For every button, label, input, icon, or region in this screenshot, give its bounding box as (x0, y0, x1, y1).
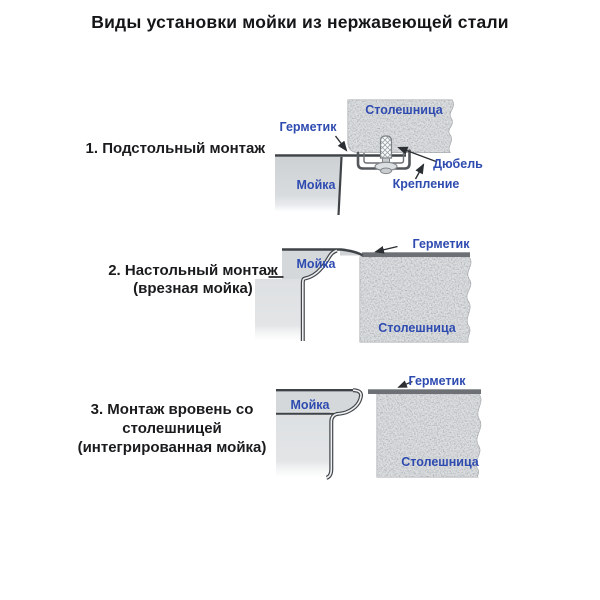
sealant-arrow-2 (376, 247, 398, 252)
label-dowel: Дюбель (433, 157, 483, 171)
page-title: Виды установки мойки из нержавеющей стали (91, 12, 509, 32)
sealant-strip-2 (362, 252, 470, 257)
label-countertop-1: Столешница (365, 103, 443, 117)
diagram1-undermount (275, 100, 453, 215)
label-sealant-2: Герметик (412, 237, 470, 251)
label-sink-3: Мойка (290, 398, 330, 412)
caption-topmount-line1: 2. Настольный монтаж (108, 262, 278, 279)
label-sink-2: Мойка (296, 257, 336, 271)
caption-topmount (95, 262, 291, 297)
caption-topmount-line2: (врезная мойка) (133, 279, 253, 297)
label-countertop-3: Столешница (401, 455, 479, 469)
label-sink-1: Мойка (296, 178, 336, 192)
sealant-arrow-1 (336, 136, 347, 151)
label-fastener: Крепление (392, 177, 460, 191)
label-sealant-3: Герметик (408, 374, 466, 388)
caption-flushmount-line1: 3. Монтаж вровень со (90, 401, 254, 418)
caption-undermount: 1. Подстольный монтаж (85, 140, 265, 157)
sealant-strip-3 (368, 389, 481, 394)
caption-flushmount (60, 400, 284, 457)
label-sealant-1: Герметик (279, 120, 337, 134)
label-countertop-2: Столешница (378, 321, 456, 335)
caption-flushmount-line3: (интегрированная мойка) (77, 439, 267, 456)
caption-flushmount-line2: столешницей (122, 420, 222, 437)
sink-back-band-3 (276, 412, 330, 478)
